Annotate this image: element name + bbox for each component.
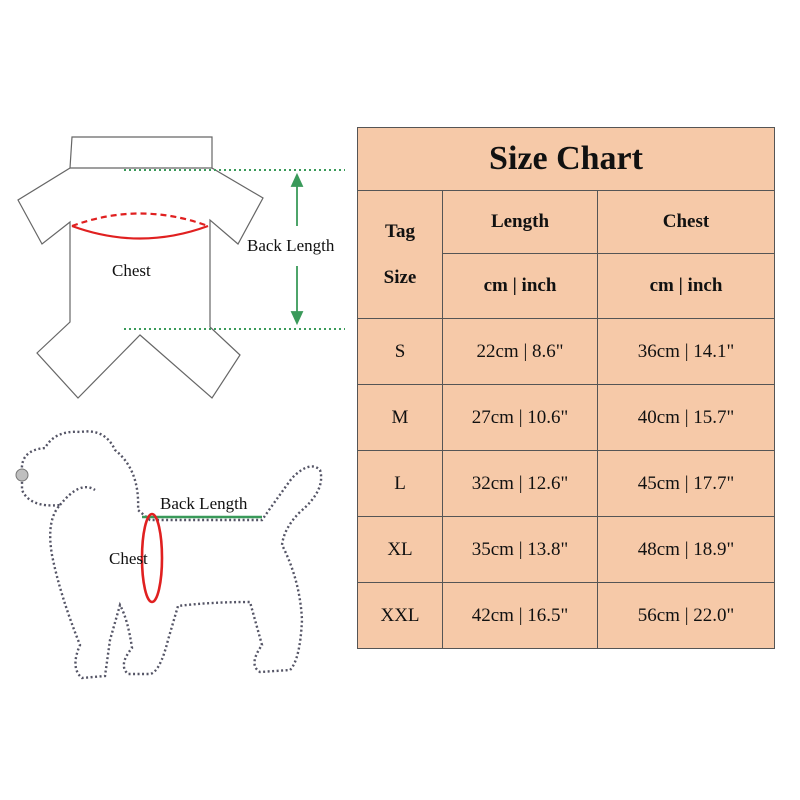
chest-cell: 56cm | 22.0": [598, 583, 775, 649]
chest-cell: 36cm | 14.1": [598, 319, 775, 385]
length-header: Length: [443, 191, 598, 254]
tag-header-line1: Tag: [385, 220, 415, 242]
shirt-chest-label: Chest: [112, 261, 151, 280]
chest-cell: 45cm | 17.7": [598, 451, 775, 517]
chest-header: Chest: [598, 191, 775, 254]
length-cell: 32cm | 12.6": [443, 451, 598, 517]
size-cell: L: [358, 451, 443, 517]
table-row: [358, 451, 775, 517]
tag-header-line2: Size: [383, 266, 417, 288]
chest-units-header: cm | inch: [598, 254, 775, 319]
length-cell: 22cm | 8.6": [443, 319, 598, 385]
length-cell: 42cm | 16.5": [443, 583, 598, 649]
length-units-header: cm | inch: [443, 254, 598, 319]
dog-nose-icon: [16, 469, 28, 481]
measurement-illustration: [0, 0, 360, 800]
chest-cell: 40cm | 15.7": [598, 385, 775, 451]
table-row: [358, 319, 775, 385]
shirt-back-length-label: Back Length: [247, 236, 335, 255]
size-cell: S: [358, 319, 443, 385]
title-row: [358, 128, 775, 191]
chest-cell: 48cm | 18.9": [598, 517, 775, 583]
tag-size-header: [358, 191, 443, 319]
shirt-diagram: [0, 0, 360, 800]
size-cell: XL: [358, 517, 443, 583]
size-cell: XXL: [358, 583, 443, 649]
table-row: [358, 385, 775, 451]
dog-back-length-label: Back Length: [160, 494, 248, 513]
header-row: [358, 191, 775, 254]
table-row: [358, 583, 775, 649]
dog-chest-label: Chest: [109, 549, 148, 568]
length-cell: 35cm | 13.8": [443, 517, 598, 583]
dog-outline: [22, 431, 321, 678]
size-cell: M: [358, 385, 443, 451]
size-chart-table: [357, 127, 775, 649]
length-cell: 27cm | 10.6": [443, 385, 598, 451]
table-row: [358, 517, 775, 583]
size-chart-title: Size Chart: [358, 128, 775, 191]
